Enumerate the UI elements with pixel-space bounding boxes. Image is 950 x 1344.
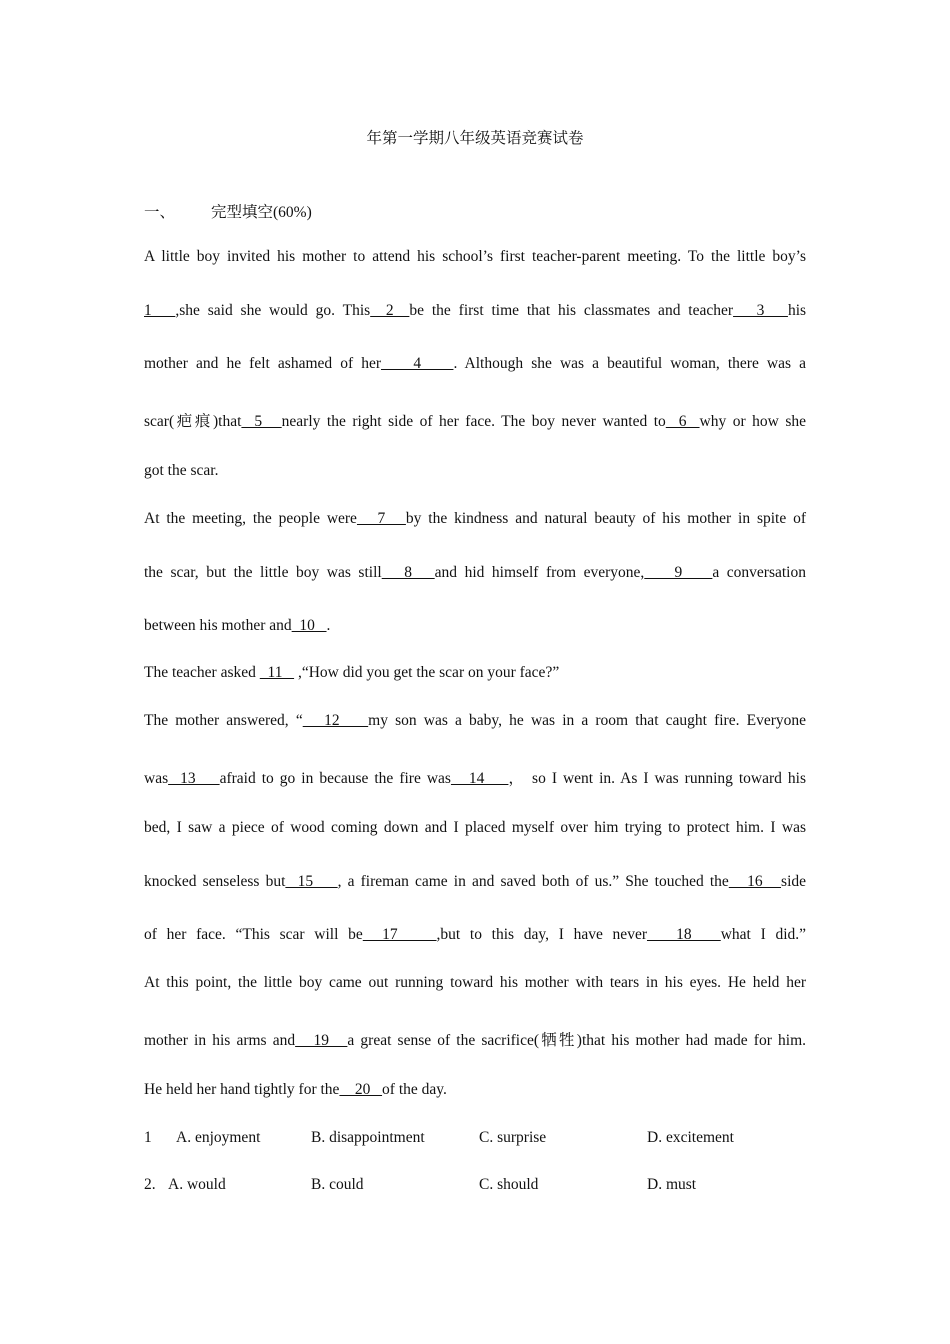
option-c: C. should bbox=[479, 1176, 539, 1193]
blank-number: 18 bbox=[646, 926, 721, 943]
passage-line bbox=[144, 1028, 806, 1050]
passage-text: ,she said she would go. This bbox=[175, 302, 371, 319]
passage-text: my son was a baby, he was in a room that caught fire. Everyone bbox=[368, 712, 806, 729]
passage-line bbox=[144, 926, 806, 944]
passage-text: between his mother and bbox=[144, 617, 292, 634]
passage-text: The teacher asked bbox=[144, 664, 260, 681]
passage-text: why or how she bbox=[699, 413, 807, 430]
passage-text: by the kindness and natural beauty of his mother in spite of bbox=[405, 510, 807, 527]
passage-text: be the first time that his classmates and teacher bbox=[409, 302, 734, 319]
passage-line bbox=[144, 564, 806, 582]
blank-number: 4 bbox=[381, 355, 454, 372]
blank-number: 5 bbox=[241, 413, 282, 430]
passage-line bbox=[144, 355, 806, 373]
blank-number: 10 bbox=[291, 617, 327, 634]
blank-number: 1 bbox=[144, 302, 176, 319]
passage-text: mother and he felt ashamed of her bbox=[144, 355, 382, 372]
blank-number: 9 bbox=[644, 564, 713, 581]
blank-number: 13 bbox=[168, 770, 220, 787]
passage-line bbox=[144, 766, 806, 788]
blank-number: 8 bbox=[381, 564, 435, 581]
blank-number: 3 bbox=[733, 302, 788, 319]
blank-number: 20 bbox=[339, 1081, 383, 1098]
passage-line bbox=[144, 664, 806, 682]
passage-text: a great sense of the sacrifice(牺牲)that his mother had made for him. bbox=[347, 1032, 807, 1049]
passage-text: , a fireman came in and saved both of us.” She touched the bbox=[337, 873, 729, 890]
passage-text: got the scar. bbox=[144, 462, 219, 479]
passage-line bbox=[144, 617, 806, 635]
passage-text: ,but to this day, I have never bbox=[436, 926, 647, 943]
passage-text: his bbox=[787, 302, 807, 319]
passage-text: was bbox=[144, 770, 169, 787]
blank-number: 12 bbox=[302, 712, 369, 729]
passage-text: At the meeting, the people were bbox=[144, 510, 357, 527]
passage-text: scar(疤痕)that bbox=[144, 413, 242, 430]
passage-line bbox=[144, 248, 806, 266]
blank-number: 17 bbox=[362, 926, 437, 943]
passage-text: the scar, but the little boy was still bbox=[144, 564, 382, 581]
passage-text: He held her hand tightly for the bbox=[144, 1081, 340, 1098]
blank-number: 2 bbox=[370, 302, 410, 319]
section-label: 完型填空(60%) bbox=[211, 204, 312, 221]
passage-line bbox=[144, 712, 806, 730]
question-number: 2. bbox=[144, 1176, 156, 1193]
option-b: B. could bbox=[311, 1176, 364, 1193]
passage-text: The mother answered, “ bbox=[144, 712, 303, 729]
passage-text: side bbox=[781, 873, 806, 890]
passage-text: what I did.” bbox=[720, 926, 807, 943]
option-b: B. disappointment bbox=[311, 1129, 425, 1146]
passage-line bbox=[144, 819, 806, 837]
passage-line bbox=[144, 974, 806, 992]
passage-text: of the day. bbox=[382, 1081, 447, 1098]
passage-text: . Although she was a beautiful woman, there was a bbox=[453, 355, 807, 372]
option-d: D. excitement bbox=[647, 1129, 734, 1146]
blank-number: 11 bbox=[259, 664, 295, 681]
option-d: D. must bbox=[647, 1176, 697, 1193]
blank-number: 14 bbox=[450, 770, 509, 787]
passage-line bbox=[144, 409, 806, 431]
passage-text: At this point, the little boy came out running toward his mother with tears in his eyes. He held her bbox=[144, 974, 806, 991]
option-c: C. surprise bbox=[479, 1129, 547, 1146]
option-a: A. would bbox=[168, 1176, 226, 1193]
blank-number: 7 bbox=[356, 510, 406, 527]
passage-text: ,“How did you get the scar on your face?” bbox=[294, 664, 560, 681]
passage-text: mother in his arms and bbox=[144, 1032, 296, 1049]
passage-line bbox=[144, 302, 806, 320]
passage-line bbox=[144, 462, 806, 480]
passage-text: nearly the right side of her face. The boy never wanted to bbox=[281, 413, 666, 430]
passage-text: of her face. “This scar will be bbox=[144, 926, 363, 943]
blank-number: 6 bbox=[665, 413, 700, 430]
passage-line bbox=[144, 1081, 806, 1099]
passage-line bbox=[144, 873, 806, 891]
passage-text: . bbox=[326, 617, 331, 634]
passage-text: knocked senseless but bbox=[144, 873, 286, 890]
passage-text: afraid to go in because the fire was bbox=[219, 770, 451, 787]
page-title: 年第一学期八年级英语竞赛试卷 bbox=[366, 130, 584, 147]
passage-text: ， so I went in. As I was running toward his bbox=[508, 770, 807, 787]
passage-line bbox=[144, 510, 806, 528]
blank-number: 19 bbox=[295, 1032, 348, 1049]
blank-number: 15 bbox=[285, 873, 338, 890]
passage-text: a conversation bbox=[712, 564, 806, 581]
blank-number: 16 bbox=[728, 873, 782, 890]
question-number: 1 bbox=[144, 1129, 152, 1146]
option-a: A. enjoyment bbox=[176, 1129, 261, 1146]
passage-text: A little boy invited his mother to attend his school’s first teacher-parent meeting. To the little boy’s bbox=[144, 248, 806, 265]
section-number: 一、 bbox=[144, 204, 176, 221]
passage-text: bed, I saw a piece of wood coming down and I placed myself over him trying to protect him. I was bbox=[144, 819, 806, 836]
section-heading bbox=[144, 200, 312, 222]
passage-text: and hid himself from everyone, bbox=[434, 564, 645, 581]
